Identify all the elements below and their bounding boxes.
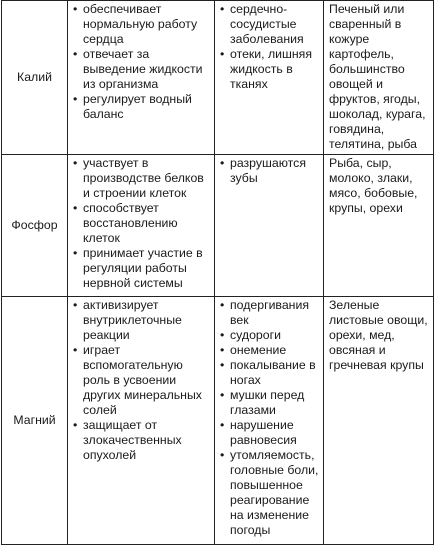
- list-item: • подергивания век: [220, 298, 319, 328]
- table-row: [2, 1, 434, 155]
- list-item: • способствует восстановлению клеток: [73, 201, 210, 246]
- list-item: • регулирует водный баланс: [73, 92, 210, 122]
- deficiency-cell: [215, 155, 324, 297]
- sources-cell: Рыба, сыр, молоко, злаки, мясо, бобовые, крупы, орехи: [324, 155, 434, 297]
- list-item: • утомляемость, головные боли, повышенное реагирование на изменение погоды: [220, 448, 319, 538]
- list-item: • разрушаются зубы: [220, 156, 319, 186]
- functions-cell: [68, 1, 215, 155]
- list-item: • защищает от злокачественных опухолей: [73, 418, 210, 463]
- list-item: • сердечно-сосудистые заболевания: [220, 2, 319, 47]
- sources-cell: Зеленые листовые овощи, орехи, мед, овсяная и гречневая крупы: [324, 297, 434, 545]
- list-item: • участвует в производстве белков и строении клеток: [73, 156, 210, 201]
- list-item: • активизирует внутриклеточные реакции: [73, 298, 210, 343]
- list-item: • покалывание в ногах: [220, 358, 319, 388]
- deficiency-cell: [215, 1, 324, 155]
- functions-list: [73, 298, 210, 463]
- list-item: • онемение: [220, 343, 319, 358]
- deficiency-list: [220, 2, 319, 92]
- mineral-name: Фосфор: [2, 155, 68, 297]
- deficiency-list: [220, 298, 319, 538]
- deficiency-list: [220, 156, 319, 186]
- list-item: • отеки, лишняя жидкость в тканях: [220, 47, 319, 92]
- mineral-name: Магний: [2, 297, 68, 545]
- list-item: • играет вспомогательную роль в усвоении других минеральных солей: [73, 343, 210, 418]
- list-item: • нарушение равновесия: [220, 418, 319, 448]
- table-row: [2, 155, 434, 297]
- sources-cell: Печеный или сваренный в кожуре картофель, большинство овощей и фруктов, ягоды, шоколад, курага, говядина, телятина, рыба: [324, 1, 434, 155]
- functions-list: [73, 2, 210, 122]
- list-item: • отвечает за выведение жидкости из организма: [73, 47, 210, 92]
- functions-cell: [68, 297, 215, 545]
- functions-cell: [68, 155, 215, 297]
- list-item: • принимает участие в регуляции работы нервной системы: [73, 246, 210, 291]
- functions-list: [73, 156, 210, 291]
- list-item: • судороги: [220, 328, 319, 343]
- mineral-name: Калий: [2, 1, 68, 155]
- list-item: • мушки перед глазами: [220, 388, 319, 418]
- table-row: [2, 297, 434, 545]
- deficiency-cell: [215, 297, 324, 545]
- minerals-table: [1, 0, 434, 545]
- list-item: • обеспечивает нормальную работу сердца: [73, 2, 210, 47]
